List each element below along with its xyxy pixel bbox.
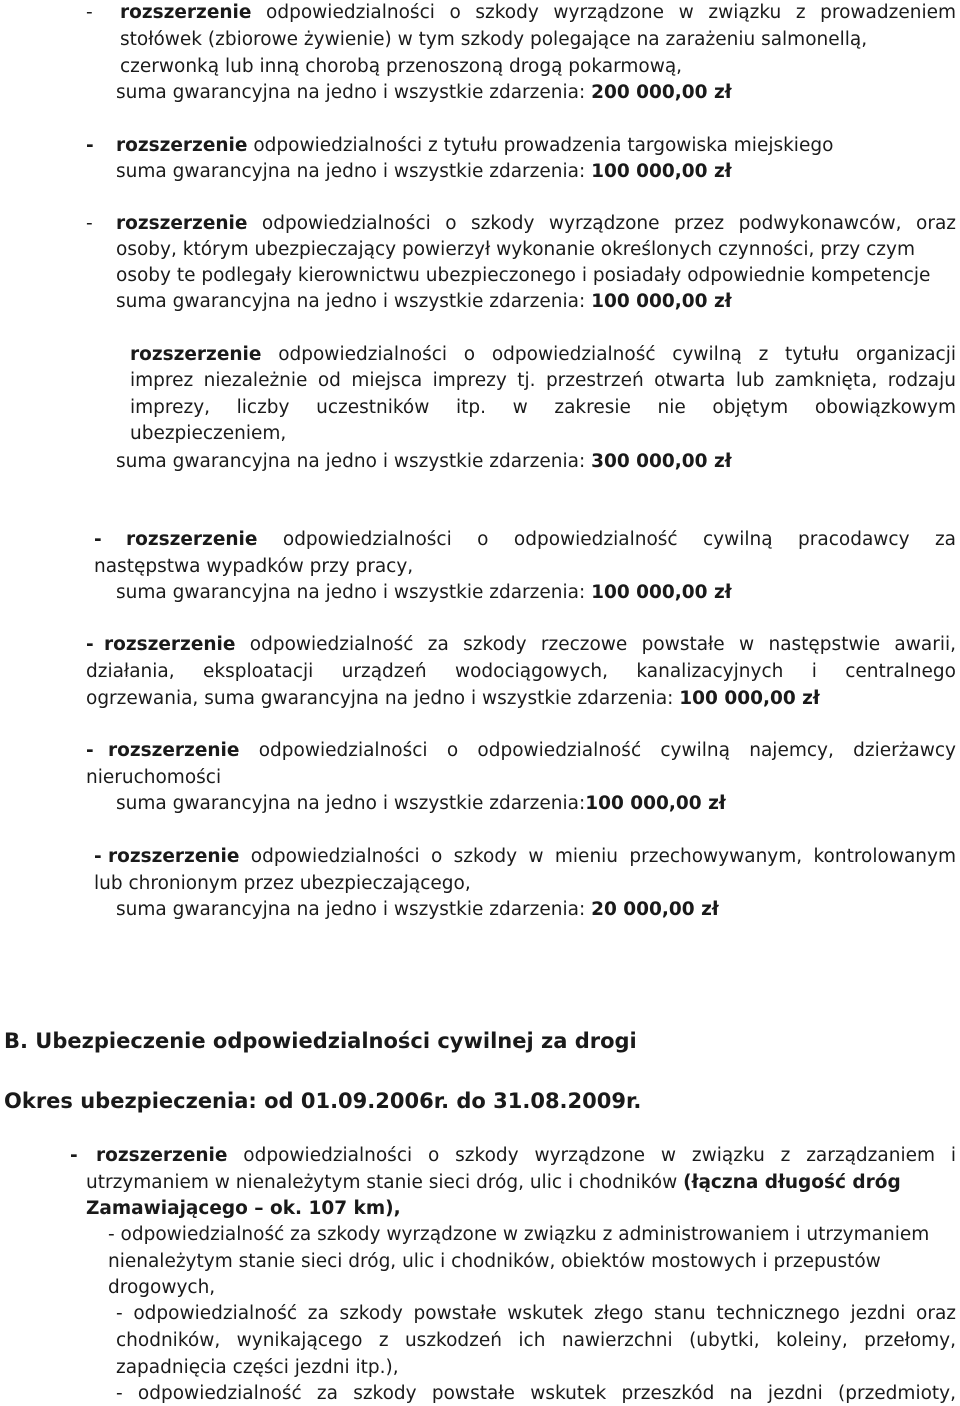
list-dash: - — [86, 634, 94, 655]
clause-line — [86, 1171, 956, 1195]
sum-insured-value: 20 000,00 zł — [591, 899, 719, 920]
sum-insured-label: ogrzewania, suma gwarancyjna na jedno i wszystkie zdarzenia: — [86, 688, 674, 709]
sum-insured-line — [116, 792, 726, 816]
sum-insured-line — [116, 450, 732, 474]
sum-insured-value: 300 000,00 zł — [591, 451, 732, 472]
clause-line — [130, 343, 956, 367]
sum-insured-label: suma gwarancyjna na jedno i wszystkie zdarzenia: — [116, 82, 586, 103]
insurance-period: Okres ubezpieczenia: od 01.09.2006r. do 31.08.2009r. — [4, 1089, 642, 1113]
clause-text: utrzymaniem w nienależytym stanie sieci dróg, ulic i chodników — [86, 1172, 678, 1193]
section-heading: B. Ubezpieczenie odpowiedzialności cywilnej za drogi — [4, 1029, 637, 1053]
clause-text: odpowiedzialność za szkody rzeczowe powstałe w następstwie awarii, — [249, 634, 956, 655]
clause-term: rozszerzenie — [116, 135, 248, 156]
clause-term: rozszerzenie — [96, 1145, 228, 1166]
list-dash: - — [86, 740, 94, 761]
clause-term: rozszerzenie — [104, 634, 236, 655]
list-dash: - — [94, 529, 102, 550]
clause-term: rozszerzenie — [108, 740, 240, 761]
subclause-line: drogowych, — [108, 1277, 216, 1298]
sum-insured-label: suma gwarancyjna na jedno i wszystkie zdarzenia: — [116, 899, 586, 920]
clause-line: imprezy, liczby uczestników itp. w zakresie nie objętym obowiązkowym — [130, 397, 956, 418]
sum-insured-line — [86, 687, 820, 711]
subclause-line: zapadnięcia części jezdni itp.), — [116, 1357, 399, 1378]
sum-insured-value: 200 000,00 zł — [591, 82, 732, 103]
clause-line: ubezpieczeniem, — [130, 423, 287, 444]
sum-insured-value: 100 000,00 zł — [679, 688, 820, 709]
clause-line — [96, 1144, 956, 1168]
sum-insured-value: 100 000,00 zł — [591, 161, 732, 182]
clause-text: odpowiedzialności o szkody wyrządzone w związku z prowadzeniem — [266, 2, 956, 23]
clause-line: lub chronionym przez ubezpieczającego, — [94, 873, 471, 894]
clause-text: odpowiedzialności o szkody w mieniu przechowywanym, kontrolowanym — [250, 846, 956, 867]
subclause-line: nienależytym stanie sieci dróg, ulic i chodników, obiektów mostowych i przepustów — [108, 1251, 881, 1272]
clause-text: odpowiedzialności o odpowiedzialność cywilną pracodawcy za — [282, 529, 957, 550]
list-dash: - — [86, 2, 93, 23]
subclause-line: chodników, wynikającego z uszkodzeń ich nawierzchni (ubytki, koleiny, przełomy, — [116, 1330, 956, 1351]
road-length-note: (łączna długość dróg — [683, 1172, 901, 1193]
clause-line: działania, eksploatacji urządzeń wodociągowych, kanalizacyjnych i centralnego — [86, 661, 956, 682]
clause-line — [108, 739, 956, 763]
clause-line — [116, 134, 833, 158]
clause-text: odpowiedzialności z tytułu prowadzenia targowiska miejskiego — [253, 135, 834, 156]
clause-text: odpowiedzialności o odpowiedzialność cywilną z tytułu organizacji — [278, 344, 956, 365]
clause-text: odpowiedzialności o szkody wyrządzone w związku z zarządzaniem i — [243, 1145, 956, 1166]
clause-line: stołówek (zbiorowe żywienie) w tym szkody polegające na zarażeniu salmonellą, — [120, 29, 868, 50]
sum-insured-line — [116, 290, 732, 314]
road-length-note: Zamawiającego – ok. 107 km), — [86, 1198, 401, 1219]
clause-text: odpowiedzialności o odpowiedzialność cywilną najemcy, dzierżawcy — [258, 740, 956, 761]
subclause-line: - odpowiedzialność za szkody powstałe wskutek złego stanu technicznego jezdni oraz — [116, 1303, 956, 1324]
clause-line — [116, 212, 956, 236]
list-dash: - — [94, 846, 102, 867]
sum-insured-value: 100 000,00 zł — [585, 793, 726, 814]
sum-insured-label: suma gwarancyjna na jedno i wszystkie zdarzenia: — [116, 582, 586, 603]
clause-line — [108, 845, 956, 869]
sum-insured-line — [116, 898, 719, 922]
clause-line — [104, 633, 956, 657]
clause-line: osoby te podlegały kierownictwu ubezpieczonego i posiadały odpowiednie kompetencje — [116, 265, 931, 286]
clause-term: rozszerzenie — [126, 529, 258, 550]
sum-insured-line — [116, 81, 732, 105]
clause-line — [120, 1, 956, 25]
sum-insured-value: 100 000,00 zł — [591, 582, 732, 603]
clause-term: rozszerzenie — [108, 846, 240, 867]
clause-term: rozszerzenie — [116, 213, 248, 234]
sum-insured-label: suma gwarancyjna na jedno i wszystkie zdarzenia: — [116, 451, 586, 472]
clause-line: czerwonką lub inną chorobą przenoszoną drogą pokarmową, — [120, 56, 683, 77]
sum-insured-label: suma gwarancyjna na jedno i wszystkie zdarzenia: — [116, 161, 586, 182]
sum-insured-line — [116, 160, 732, 184]
list-dash: - — [70, 1145, 78, 1166]
clause-line: nieruchomości — [86, 767, 222, 788]
clause-term: rozszerzenie — [130, 344, 262, 365]
sum-insured-label: suma gwarancyjna na jedno i wszystkie zdarzenia: — [116, 291, 586, 312]
clause-term: rozszerzenie — [120, 2, 252, 23]
sum-insured-value: 100 000,00 zł — [591, 291, 732, 312]
clause-line: osoby, którym ubezpieczający powierzył wykonanie określonych czynności, przy czym — [116, 239, 915, 260]
clause-line: imprez niezależnie od miejsca imprezy tj. przestrzeń otwarta lub zamknięta, rodzaju — [130, 370, 956, 391]
subclause-line: - odpowiedzialność za szkody powstałe wskutek przeszkód na jezdni (przedmioty, — [116, 1383, 956, 1404]
list-dash: - — [86, 135, 94, 156]
clause-line: następstwa wypadków przy pracy, — [94, 556, 414, 577]
clause-text: odpowiedzialności o szkody wyrządzone przez podwykonawców, oraz — [261, 213, 956, 234]
sum-insured-label: suma gwarancyjna na jedno i wszystkie zdarzenia: — [116, 793, 586, 814]
list-dash: - — [86, 213, 93, 234]
subclause-line: - odpowiedzialność za szkody wyrządzone w związku z administrowaniem i utrzymaniem — [108, 1224, 930, 1245]
sum-insured-line — [116, 581, 732, 605]
clause-line — [126, 528, 956, 552]
